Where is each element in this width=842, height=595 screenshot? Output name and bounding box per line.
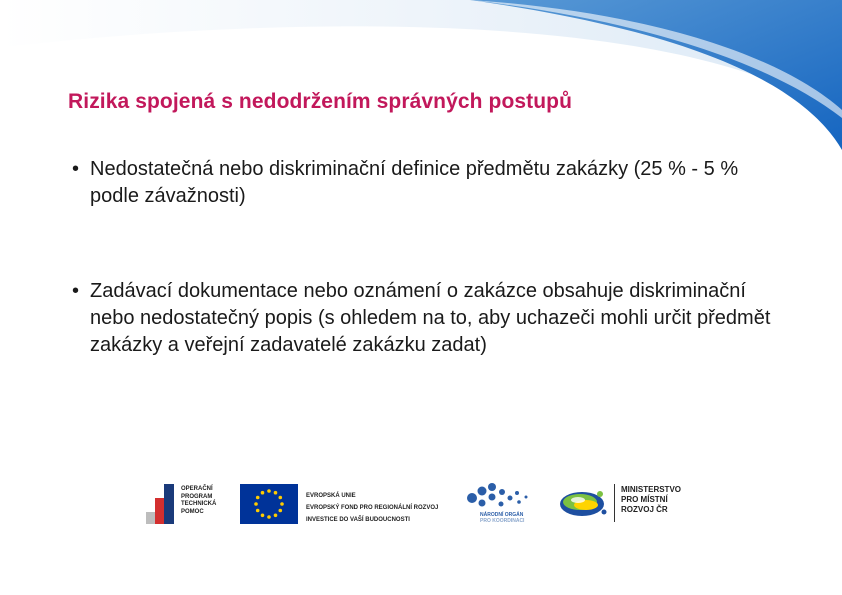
eu-flag-icon <box>240 484 298 524</box>
mmr-line-1: MINISTERSTVO <box>621 485 682 494</box>
header-swoosh-decoration <box>0 0 842 160</box>
mmr-logo <box>558 482 708 528</box>
nca-line-1: NÁRODNÍ ORGÁN <box>480 512 524 518</box>
op-bars-icon <box>146 484 178 524</box>
op-line-4: POMOC <box>181 508 204 515</box>
mmr-line-3: ROZVOJ ČR <box>621 505 668 514</box>
bullet-item <box>72 156 772 210</box>
op-line-3: TECHNICKÁ <box>181 501 217 507</box>
bullet-marker: • <box>72 280 80 302</box>
nca-dots-icon <box>462 480 532 512</box>
mmr-divider <box>614 484 615 522</box>
bullet-text: Nedostatečná nebo diskriminační definice předmětu zakázky (25 % - 5 % podle závažnosti) <box>90 158 739 207</box>
eu-logo <box>240 484 465 526</box>
footer-logos <box>140 478 710 534</box>
nca-logo <box>462 480 542 528</box>
bullet-marker: • <box>72 158 80 180</box>
eu-line-1: EVROPSKÁ UNIE <box>306 493 356 499</box>
mmr-emblem-icon <box>558 482 610 524</box>
slide-title: Rizika spojená s nedodržením správných postupů <box>68 90 573 113</box>
bullet-item <box>72 278 772 359</box>
bullet-list <box>72 156 772 359</box>
op-logo <box>146 484 236 524</box>
op-line-2: PROGRAM <box>181 493 213 500</box>
mmr-line-2: PRO MÍSTNÍ <box>621 495 668 504</box>
nca-line-2: PRO KOORDINACI <box>480 518 525 524</box>
bullet-text: Zadávací dokumentace nebo oznámení o zakázce obsahuje diskriminační nebo nedostatečný popis (s ohledem na to, aby uchazeči mohli určit předmět zakázky a veřejní zadavatelé zakázku zadat) <box>90 280 771 356</box>
eu-line-2: EVROPSKÝ FOND PRO REGIONÁLNÍ ROZVOJ <box>306 505 439 511</box>
op-line-1: OPERAČNÍ <box>181 486 213 492</box>
eu-line-3: INVESTICE DO VAŠÍ BUDOUCNOSTI <box>306 517 410 523</box>
